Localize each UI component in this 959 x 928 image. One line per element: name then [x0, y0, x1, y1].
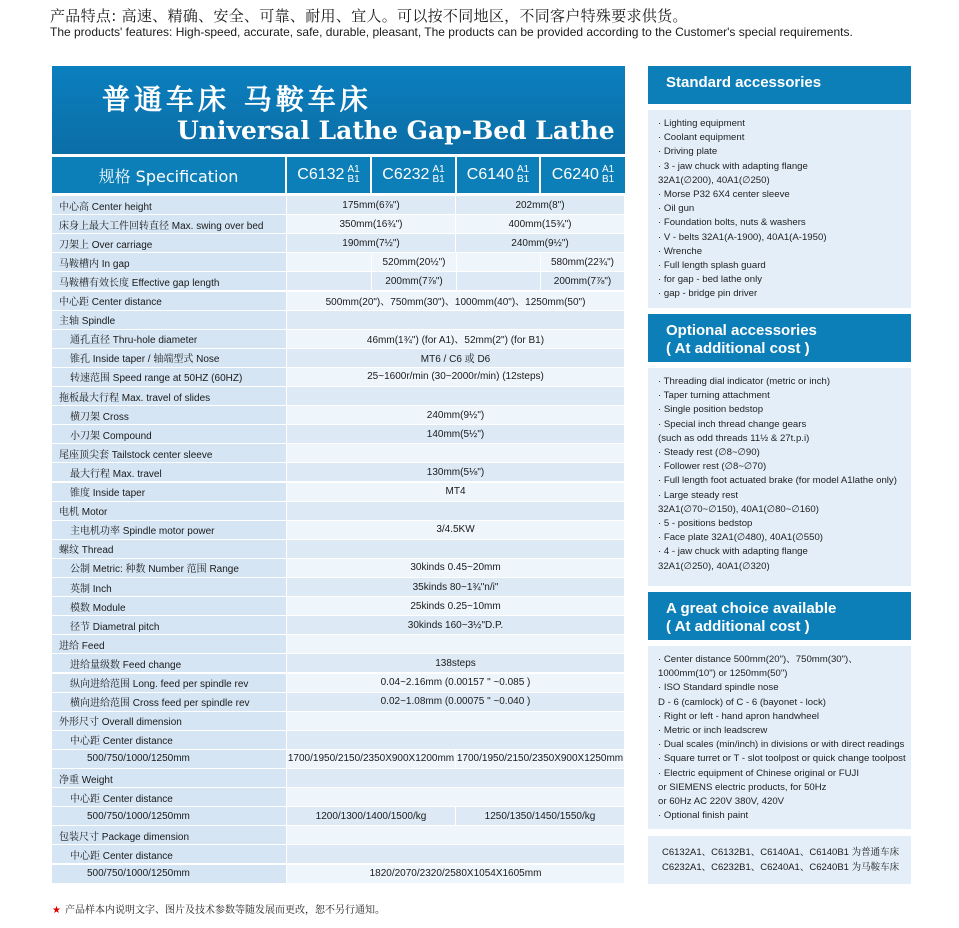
- table-row: [52, 559, 625, 578]
- table-row: [52, 807, 625, 826]
- list-item: 32A1(∅200), 40A1(∅250): [658, 174, 770, 186]
- row-value: 1200/1300/1400/1500/kg: [287, 807, 456, 826]
- row-value: [287, 845, 625, 864]
- list-item: · Metric or inch leadscrew: [658, 725, 768, 737]
- row-value: [287, 540, 625, 559]
- optional-list: [648, 368, 911, 586]
- row-value: [287, 387, 625, 406]
- row-value: 190mm(7½"): [287, 234, 456, 253]
- row-value: 25kinds 0.25~10mm: [287, 597, 625, 616]
- list-item: · Wrenche: [658, 245, 703, 257]
- row-label: 马鞍槽有效长度 Effective gap length: [52, 272, 287, 291]
- row-value: 350mm(16¾"): [287, 215, 456, 234]
- row-label: 主电机功率 Spindle motor power: [52, 521, 287, 540]
- list-item: · Right or left - hand apron handwheel: [658, 710, 820, 722]
- row-label: 主轴 Spindle: [52, 311, 287, 330]
- table-row: [52, 654, 625, 673]
- table-row: [52, 215, 625, 234]
- list-item: · ISO Standard spindle nose: [658, 682, 779, 694]
- footer-note-text: 产品样本内说明文字、图片及技术参数等随发展而更改，恕不另行通知。: [64, 905, 385, 916]
- row-label: 500/750/1000/1250mm: [52, 807, 287, 826]
- table-row: [52, 425, 625, 444]
- table-row: [52, 311, 625, 330]
- model-code-line: C6232A1、C6232B1、C6240A1、C6240B1 为马鞍车床: [662, 862, 900, 873]
- table-row: [52, 616, 625, 635]
- list-item: · Electric equipment of Chinese original or FUJI: [658, 767, 860, 779]
- list-item: · for gap - bed lathe only: [658, 274, 762, 286]
- list-item: · Coolant equipment: [658, 132, 745, 144]
- table-row: [52, 521, 625, 540]
- table-row: [52, 502, 625, 521]
- row-label: 包装尺寸 Package dimension: [52, 826, 287, 845]
- table-row: [52, 674, 625, 693]
- table-row: [52, 330, 625, 349]
- row-label: 中心距 Center distance: [52, 788, 287, 807]
- row-value: 30kinds 0.45~20mm: [287, 559, 625, 578]
- table-row: [52, 845, 625, 864]
- row-value: [457, 253, 541, 272]
- row-label: 锥孔 Inside taper / 轴端型式 Nose: [52, 349, 287, 368]
- table-row: [52, 865, 625, 884]
- table-banner: [52, 66, 625, 154]
- row-label: 进给量级数 Feed change: [52, 654, 287, 673]
- choice-list: [648, 646, 911, 829]
- spec-table: [52, 66, 625, 884]
- list-item: · 4 - jaw chuck with adapting flange: [658, 546, 808, 558]
- row-value: [287, 712, 625, 731]
- list-item: · V - belts 32A1(A-1900), 40A1(A-1950): [658, 231, 827, 243]
- row-value: 0.04~2.16mm (0.00157 " ~0.085 ): [287, 674, 625, 693]
- list-item: · Morse P32 6X4 center sleeve: [658, 189, 790, 201]
- table-row: [52, 368, 625, 387]
- table-row: [52, 788, 625, 807]
- row-value: [287, 311, 625, 330]
- list-item: · Square turret or T - slot toolpost or quick change toolpost: [658, 753, 906, 765]
- table-row: [52, 693, 625, 712]
- row-label: 纵向进给范围 Long. feed per spindle rev: [52, 674, 287, 693]
- row-label: 马鞍槽内 In gap: [52, 253, 287, 272]
- list-item: 1000mm(10") or 1250mm(50"): [658, 668, 788, 680]
- list-item: · Follower rest (∅8~∅70): [658, 461, 767, 473]
- row-label: 刀架上 Over carriage: [52, 234, 287, 253]
- choice-title-1: A great choice available: [666, 600, 837, 617]
- row-value: MT4: [287, 483, 625, 502]
- list-item: 32A1(∅250), 40A1(∅320): [658, 560, 770, 572]
- row-label: 径节 Diametral pitch: [52, 616, 287, 635]
- footer-note: [52, 901, 385, 916]
- row-label: 500/750/1000/1250mm: [52, 750, 287, 769]
- row-label: 中心距 Center distance: [52, 292, 287, 311]
- row-label: 中心高 Center height: [52, 196, 287, 215]
- table-row: [52, 826, 625, 845]
- row-label: 公制 Metric: 种数 Number 范围 Range: [52, 559, 287, 578]
- row-value: 200mm(7⅞"): [541, 272, 625, 291]
- row-value: [287, 502, 625, 521]
- optional-title: [648, 314, 911, 362]
- row-value: 35kinds 80~1¾"n/i": [287, 578, 625, 597]
- list-item: · Dual scales (min/inch) in divisions or with direct readings: [658, 739, 905, 751]
- list-item: · Full length foot actuated brake (for model A1lathe only): [658, 475, 897, 487]
- model-code-line: C6132A1、C6132B1、C6140A1、C6140B1 为普通车床: [662, 847, 900, 858]
- row-value: 202mm(8"): [456, 196, 625, 215]
- row-label: 外形尺寸 Overall dimension: [52, 712, 287, 731]
- model-codes: [648, 836, 911, 884]
- table-row: [52, 578, 625, 597]
- table-row: [52, 292, 625, 311]
- model-header: [372, 157, 455, 193]
- row-label: 中心距 Center distance: [52, 845, 287, 864]
- row-label: 进给 Feed: [52, 635, 287, 654]
- row-label: 转速范围 Speed range at 50HZ (60HZ): [52, 368, 287, 387]
- banner-title-en: Universal Lathe Gap-Bed Lathe: [177, 116, 615, 145]
- standard-title-text: Standard accessories: [666, 74, 822, 91]
- table-row: [52, 444, 625, 463]
- row-label: 500/750/1000/1250mm: [52, 865, 287, 884]
- model-variant-b: B1: [347, 174, 360, 185]
- row-value: 175mm(6⅞"): [287, 196, 456, 215]
- model-variant-a: A1: [601, 164, 615, 175]
- row-value: [287, 253, 372, 272]
- row-label: 净重 Weight: [52, 769, 287, 788]
- table-row: [52, 769, 625, 788]
- table-row: [52, 196, 625, 215]
- row-value: 1700/1950/2150/2350X900X1200mm: [287, 750, 456, 769]
- header-cn: 产品特点: 高速、精确、安全、可靠、耐用、宜人。可以按不同地区，不同客户特殊要求供货。: [50, 7, 688, 25]
- row-value: 46mm(1¾") (for A1)、52mm(2") (for B1): [287, 330, 625, 349]
- row-value: [287, 826, 625, 845]
- list-item: or SIEMENS electric products, for 50Hz: [658, 781, 827, 793]
- model-variant-b: B1: [432, 174, 445, 185]
- row-value: 138steps: [287, 654, 625, 673]
- table-row: [52, 463, 625, 482]
- list-item: · Taper turning attachment: [658, 390, 770, 402]
- row-label: 中心距 Center distance: [52, 731, 287, 750]
- star-icon: ★: [52, 905, 61, 916]
- model-variant-a: A1: [347, 164, 360, 175]
- list-item: · Face plate 32A1(∅480), 40A1(∅550): [658, 532, 823, 544]
- list-item: · gap - bridge pin driver: [658, 288, 758, 300]
- table-row: [52, 253, 625, 272]
- table-row: [52, 597, 625, 616]
- row-label: 模数 Module: [52, 597, 287, 616]
- table-row: [52, 349, 625, 368]
- row-label: 横向进给范围 Cross feed per spindle rev: [52, 693, 287, 712]
- row-value: [287, 731, 625, 750]
- spec-header: 规格 Specification: [52, 157, 285, 193]
- row-label: 锥度 Inside taper: [52, 483, 287, 502]
- list-item: · Foundation bolts, nuts & washers: [658, 217, 806, 229]
- list-item: (such as odd threads 11½ & 27t.p.i): [658, 432, 810, 444]
- row-value: [287, 788, 625, 807]
- model-name: C6132: [297, 166, 345, 183]
- list-item: or 60Hz AC 220V 380V, 420V: [658, 796, 785, 808]
- row-value: 130mm(5⅛"): [287, 463, 625, 482]
- row-label: 小刀架 Compound: [52, 425, 287, 444]
- row-value: 140mm(5½"): [287, 425, 625, 444]
- header-en: The products' features: High-speed, accurate, safe, durable, pleasant, The products can be provided according to the Customer's special requirements.: [50, 25, 853, 39]
- row-label: 拖板最大行程 Max. travel of slides: [52, 387, 287, 406]
- row-label: 最大行程 Max. travel: [52, 463, 287, 482]
- model-variant-a: A1: [432, 164, 445, 175]
- row-value: [287, 635, 625, 654]
- row-value: MT6 / C6 或 D6: [287, 349, 625, 368]
- table-row: [52, 635, 625, 654]
- choice-title: [648, 592, 911, 640]
- row-value: 200mm(7⅞"): [372, 272, 457, 291]
- row-value: [287, 769, 625, 788]
- list-item: 32A1(∅70~∅150), 40A1(∅80~∅160): [658, 503, 819, 515]
- table-row: [52, 234, 625, 253]
- row-value: 500mm(20")、750mm(30")、1000mm(40")、1250mm(50"): [287, 292, 625, 311]
- standard-list: [648, 110, 911, 308]
- row-label: 床身上最大工件回转直径 Max. swing over bed: [52, 215, 287, 234]
- row-label: 电机 Motor: [52, 502, 287, 521]
- list-item: · Steady rest (∅8~∅90): [658, 447, 760, 459]
- row-value: 1820/2070/2320/2580X1054X1605mm: [287, 865, 625, 884]
- model-name: C6232: [382, 166, 430, 183]
- row-value: 1250/1350/1450/1550/kg: [456, 807, 625, 826]
- list-item: · Oil gun: [658, 203, 695, 215]
- list-item: · Full length splash guard: [658, 260, 766, 272]
- list-item: · Driving plate: [658, 146, 718, 158]
- row-value: 520mm(20½"): [372, 253, 457, 272]
- row-value: [457, 272, 541, 291]
- table-row: [52, 483, 625, 502]
- row-value: 3/4.5KW: [287, 521, 625, 540]
- row-label: 英制 Inch: [52, 578, 287, 597]
- table-row: [52, 406, 625, 425]
- list-item: · Large steady rest: [658, 489, 738, 501]
- row-label: 尾座顶尖套 Tailstock center sleeve: [52, 444, 287, 463]
- row-value: 400mm(15¾"): [456, 215, 625, 234]
- row-label: 通孔直径 Thru-hole diameter: [52, 330, 287, 349]
- optional-title-1: Optional accessories: [666, 322, 817, 339]
- model-header: [457, 157, 539, 193]
- list-item: · Threading dial indicator (metric or inch): [658, 376, 831, 387]
- row-value: 580mm(22¾"): [541, 253, 625, 272]
- list-item: · Optional finish paint: [658, 810, 749, 822]
- table-row: [52, 731, 625, 750]
- row-value: 25~1600r/min (30~2000r/min) (12steps): [287, 368, 625, 387]
- model-name: C6240: [551, 166, 599, 183]
- row-label: 横刀架 Cross: [52, 406, 287, 425]
- table-row: [52, 272, 625, 291]
- list-item: · Special inch thread change gears: [658, 418, 807, 430]
- model-header: [541, 157, 625, 193]
- list-item: · 5 - positions bedstop: [658, 518, 753, 530]
- row-value: 240mm(9½"): [456, 234, 625, 253]
- table-row: [52, 387, 625, 406]
- standard-title: [648, 66, 911, 104]
- row-value: 1700/1950/2150/2350X900X1250mm: [456, 750, 625, 769]
- row-value: 240mm(9½"): [287, 406, 625, 425]
- row-label: 螺纹 Thread: [52, 540, 287, 559]
- model-variant-a: A1: [516, 164, 530, 175]
- model-variant-b: B1: [601, 174, 615, 185]
- list-item: · Single position bedstop: [658, 404, 764, 416]
- banner-title-cn: 普通车床 马鞍车床: [102, 83, 372, 116]
- row-value: 30kinds 160~3½"D.P.: [287, 616, 625, 635]
- row-value: [287, 444, 625, 463]
- model-header: [287, 157, 370, 193]
- list-item: D - 6 (camlock) of C - 6 (bayonet - lock): [658, 696, 826, 708]
- table-row: [52, 750, 625, 769]
- optional-title-2: ( At additional cost ): [666, 340, 810, 357]
- table-row: [52, 712, 625, 731]
- list-item: · Center distance 500mm(20")、750mm(30")、: [658, 654, 858, 665]
- row-value: [287, 272, 372, 291]
- choice-title-2: ( At additional cost ): [666, 618, 810, 635]
- model-name: C6140: [466, 166, 514, 183]
- model-variant-b: B1: [516, 174, 530, 185]
- list-item: · 3 - jaw chuck with adapting flange: [658, 160, 808, 172]
- list-item: · Lighting equipment: [658, 118, 745, 129]
- row-value: 0.02~1.08mm (0.00075 " ~0.040 ): [287, 693, 625, 712]
- table-row: [52, 540, 625, 559]
